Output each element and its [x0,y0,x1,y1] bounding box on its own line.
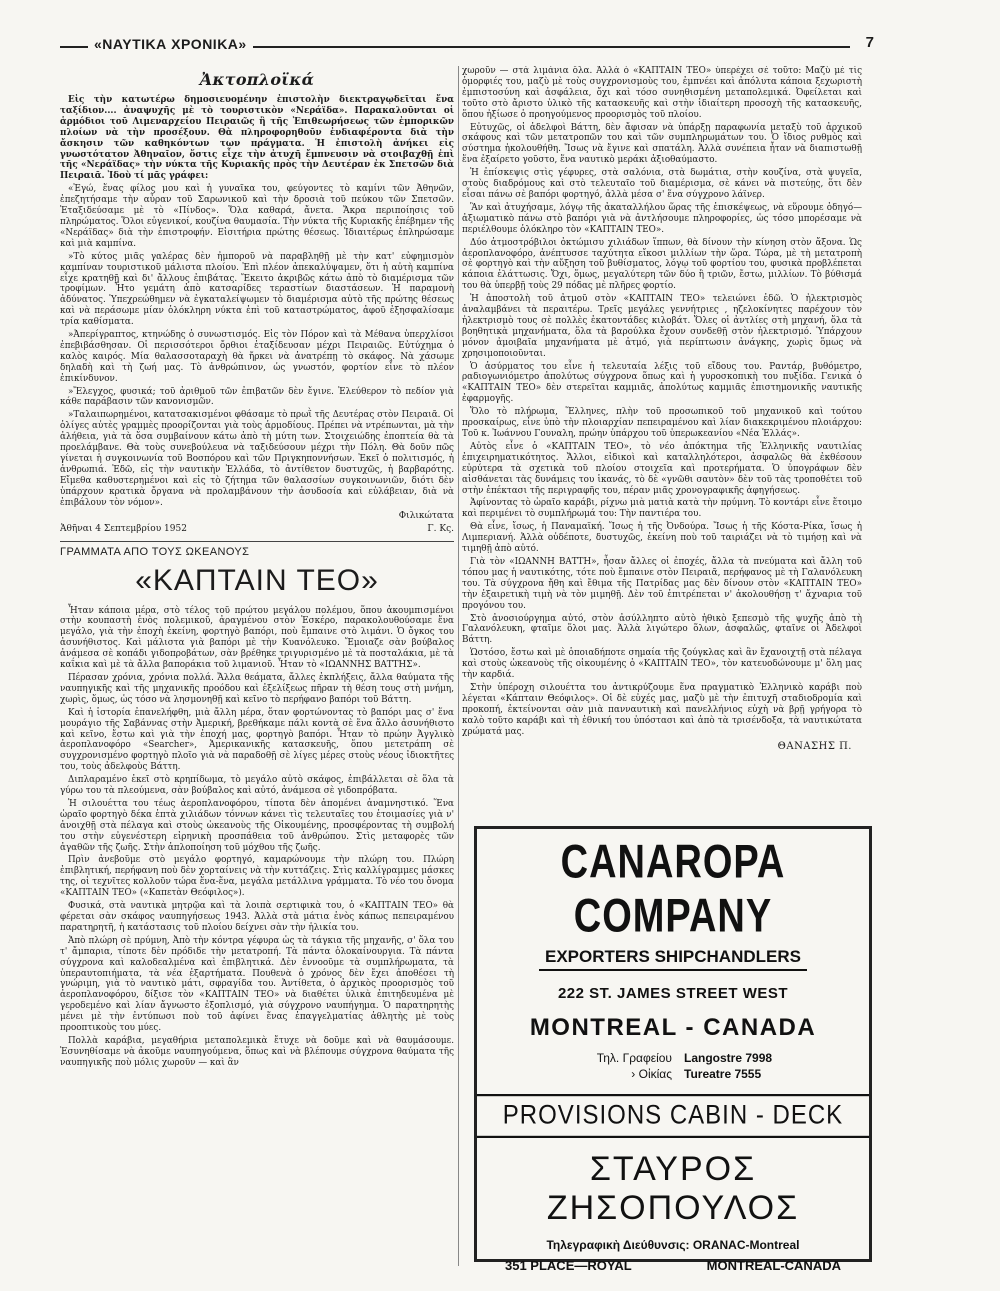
ad-phone-home: Tureatre 7555 [684,1067,762,1081]
article-paragraph: Ἡ ἐπίσκεψις στὶς γέφυρες, στὰ σαλόνια, στὰ δωμάτια, στὴν κουζίνα, στὰ ψυγεῖα, στοὺς διαδρόμους καὶ στὸ τελευταῖο τοῦ διαμέρισμα, σὲ κάνει νὰ πιστεύῃς, ὅτι δὲν εἶσαι πάνω σὲ βαπόρι φορτηγό, ἀλλὰ μέσα σ' ἕνα σύγχρονο λάϊνερ. [462,168,862,200]
section-title-aktoploika: Ἀκτοπλοϊκά [199,70,315,89]
signature: Γ. Κς. [427,523,454,534]
article-paragraph: Αὐτὸς εἶνε ὁ «ΚΑΠΤΑΙΝ ΤΕΟ», τὸ νέο ἀπόκτημα τῆς Ἑλληνικῆς ναυτιλίας ἐπιχειρηματικότητος. Ἄλλοι, εἰδικοὶ καὶ καταλληλότεροι, ἀσφαλῶς θὰ ἐκθέσουν εὐρύτερα τὰ σχετικὰ τοῦ πλοίου στοιχεῖα καὶ προτερήματα. Ὁ ὑπογράφων δὲν αἰσθάνεται τὰς δυνάμεις του ἱκανάς, τὸ δὲ «γνῶθι σαυτὸν» δὲν τοῦ τὰς τροποθέτει τοῦ στὴν ἐπέκτασι τῆς περιγραφῆς του, πέραν μιᾶς χρονογραφικῆς ἀφηγήσεως. [462,441,862,496]
ad-telegraph-address: Τηλεγραφικὴ Διεύθυνσις: ORANAC-Montreal [546,1238,800,1252]
ad-address-right: MONTREAL-CANADA [706,1258,841,1273]
article-paragraph: Πέρασαν χρόνια, χρόνια πολλά. Ἄλλα θεάματα, ἄλλες ἐκπλήξεις, ἄλλα θαύματα τῆς ναυπηγικῆς καὶ τῆς μηχανικῆς προόδου καὶ ἐξελίξεως πῆραν τὴ θέση τους στὴ μνήμη, χωρὶς, ὅμως, ὡς τόσο νὰ λησμονηθῇ καὶ κεῖνο τὸ περήφανο βαπόρι τοῦ Βάττη. [60,672,454,705]
section-divider [60,541,454,542]
article-paragraph: Πρὶν ἀνεβοῦμε στὸ μεγάλο φορτηγό, καμαρώνουμε τὴν πλώρη του. Πλώρη ἐπιβλητική, περήφανη ποὺ δὲν χορταίνεις νὰ τὴν κυττάζεις. Στὶς καλλίγραμμες μάσκες της, οἱ τεχνῖτες κολλοῦν τώρα ἕνα-ἕνα, μεγάλα μετάλλινα γράμματα. Τὸ νέο του ὄνομα «ΚΑΠΤΑΙΝ ΤΕΟ» («Καπετὰν Θεόφιλος»). [60,855,454,899]
article-kicker: ΓΡΑΜΜΑΤΑ ΑΠΟ ΤΟΥΣ ΩΚΕΑΝΟΥΣ [60,545,250,558]
right-column [462,66,862,811]
magazine-title: «ΝΑΥΤΙΚΑ ΧΡΟΝΙΚΑ» [88,36,253,52]
article-paragraph: Ὁ ἀσύρματος του εἶνε ἡ τελευταία λέξις τοῦ εἴδους του. Ραντάρ, βυθόμετρο, ραδιογωνιόμετρο ἀπολύτως σύγχρονα ὅπως καὶ ἡ γυροσκοπικὴ του πυξίδα. Γενικὰ ὁ «ΚΑΠΤΑΙΝ ΤΕΟ» δὲν στερεῖται καμμιᾶς, ἀπολύτως καμμιᾶς ἐπιστημονικῆς ναυτικῆς ἐφαρμογῆς. [462,361,862,405]
article-paragraph: Ἡ ἀποστολὴ τοῦ ἀτμοῦ στὸν «ΚΑΠΤΑΙΝ ΤΕΟ» τελειώνει ἐδῶ. Ὁ ἠλεκτρισμὸς ἀναλαμβάνει τὰ περαιτέρω. Τρεῖς μεγάλες γεννήτριες ‚ ηζελοκίνητες παρέχουν τὸν ἠλεκτρισμὸ τους σὲ πολλὲς ἑκατοντάδες κιλοβάτ. Ὅλες οἱ ἀντλίες στὴ μηχανή, ὅλα τὰ βοηθητικὰ μηχανήματα, ὅλα τὰ βαρούλκα ἔχουν συνδεθῇ στὸν ἠλεκτρισμό. Ὑπάρχουν μόνον ἀμοιβαῖα μηχανήματα μὲ ἀτμό, γιὰ περίπτωσιν ἀνάγκης, χωρὶς ὅμως νὰ χρησιμοποιοῦνται. [462,294,862,359]
article-paragraph: Διπλαραμένο ἐκεῖ στὸ κρηπίδωμα, τὸ μεγάλο αὐτὸ σκάφος, ἐπιβάλλεται σὲ ὅλα τὰ γύρω του τὰ πλεούμενα, σὰν βούβαλος καὶ αὐτό, ἀνάμεσα σὲ γιδοπρόβατα. [60,775,454,797]
article-paragraph: Στὸ ἀνοσιούργημα αὐτό, στὸν ἀσύλληπτο αὐτὸ ἠθικὸ ξεπεσμὸ τῆς ψυχῆς ἀπὸ τὴ Γαλανόλευκη, φταῖμε ὅλοι μας. Ἀλλὰ λιγώτερο ὅλων, ἀσφαλῶς, φταῖνε οἱ Ἀδελφοὶ Βάττη. [462,613,862,646]
ad-business-line: EXPORTERS SHIPCHANDLERS [539,947,807,971]
ad-provisions: PROVISIONS CABIN - DECK [477,1094,869,1138]
article-paragraph: Θὰ εἶνε, ἴσως, ἡ Παναμαϊκή. Ἴσως ἡ τῆς Ὀνδούρα. Ἴσως ἡ τῆς Κόστα-Ρίκα, ἴσως ἡ Λιμπεριανή. Ἀλλὰ οὐδέποτε, δυστυχῶς, ἐκείνη ποὺ τοῦ ταιριάζει νὰ τὸ τιμήσῃ καὶ νὰ τιμηθῇ ἀπὸ αὐτό. [462,522,862,555]
left-column [60,66,454,1271]
article-paragraph: Ὅλο τὸ πλήρωμα, Ἕλληνες, πλὴν τοῦ προσωπικοῦ τοῦ μηχανικοῦ καὶ τούτου προσκαίρως, εἶνε ὑπὸ τὴν πλοιαρχίαν πεπειραμένου καὶ λίαν διακεκριμένου πλοιάρχου: Τοῦ κ. Ἰωάννου Γουναλη, πρώην ὑπάρχου τοῦ ὑπερωκεανίου «Νέα Ἑλλάς». [462,407,862,439]
advertisement-canaropa [474,826,872,1273]
article-paragraph: Ἀφίνοντας τὸ ὡραῖο καράβι, ρίχνω μιὰ ματιὰ κατὰ τὴν πρύμνη. Τὸ κοντάρι εἶνε ἕτοιμο καὶ περιμένει τὸ συμπλήρωμά του: Τὴν παντιέρα του. [462,498,862,520]
place-date: Ἀθῆναι 4 Σεπτεμβρίου 1952 [60,523,187,534]
article-paragraph: Ἡ σιλουέττα του τέως ἀεροπλανοφόρου, τίποτα δὲν ἀπομένει ἀναμνηστικό. Ἕνα ὡραῖο φορτηγὸ δέκα ἑπτὰ χιλιάδων τόννων κάνει τὶς τελευταῖες του ἑτοιμασίες γιὰ ν' ἀνοιχθῇ στὰ πέλαγα καὶ στοὺς ὠκεανοὺς τῆς Οἰκουμένης, προσφέροντας τὴ συμβολή του στὴν εὐγενέστερη εἰρηνικὴ προσπάθεια τοῦ ἀνθρώπου. Στὶς μεταφορὲς τῶν ἀγαθῶν τῆς ζωῆς. Στὴν ἀπλοποίηση τοῦ μόχθου τῆς ζωῆς. [60,798,454,853]
article-paragraph: Εὐτυχῶς, οἱ ἀδελφοὶ Βάττη, δὲν ἄφισαν νὰ ὑπάρξῃ παραφωνία μεταξὺ τοῦ ἀρχικοῦ σκάφους καὶ τῶν μετατροπῶν του καὶ τῶν συμπληρωμάτων του. Ὁ ἴδιος ρυθμὸς καὶ σύστημα ἠκολουθήθη. Ἴσως νὰ ἔγινε καὶ σπατάλη. Ἀλλὰ συνέπεια ἦταν νὰ διαπιστωθῇ ἕνα ἐξαίρετο γοῦστο, ἕνα ναυτικὸ μεράκι ἀξιοθαύμαστο. [462,122,862,166]
article-paragraph: Ἦταν κάποια μέρα, στὸ τέλος τοῦ πρώτου μεγάλου πολέμου, ὅπου ἀκουμπισμένοι στὴν κουπαστὴ ἐνὸς πολεμικοῦ, ἀραγμένου στὸν Ἐσκέρο, παρακολουθούσαμε ἕνα μεγάλο, γιὰ τὴν ἐποχὴ ἐκείνη, φορτηγὸ βαπόρι, ποὺ ἔμπαινε στὸ λιμάνι. Ὁ ὄγκος του ἀσυνήθιστος. Καὶ μάλιστα γιὰ βαπόρι μὲ τὴν Κυανόλευκο. Ἔμοιαζε σὰν βούβαλος ἀνάμεσα σὲ κοπάδι γιδοπροβάτων, σὰν βρέθηκε τριγυρισμένο μὲ τὰ ποσταλάκια, μὲ τὰ καΐκια καὶ μὲ τὰ ἄλλα βαποράκια τοῦ λιμανιοῦ. Ἦταν τὸ «ΙΩΑΝΝΗΣ ΒΑΤΤΗΣ». [60,605,454,671]
closing-word: Φιλικώτατα [398,510,454,521]
letter-paragraph: »Ἀπερίγραπτος, κτηνώδης ὁ συνωστισμός. Εἰς τὸν Πόρον καὶ τὰ Μέθανα ὑπερχλίσοι ἐπεβιβάσθησαν. Οἱ περισσότεροι ὄρθιοι ἐταξίδευσαν μέχρι Πειραιῶς. Εὐτύχημα ὁ καλὸς καιρός. Μία θαλασσοταραχὴ θὰ ἤρκει νὰ ἀνατρέπῃ τὸ σκάφος. Νὰ χάσωμε δηλαδὴ καὶ τὴ ζωή μας. Τὸ ἀνθρώπινον, ὡς γνωστόν, φορτίον εἶνε τὸ πλέον ἐπικίνδυνον. [60,330,454,384]
page-number: 7 [862,34,878,51]
ad-phone-office-label: Τηλ. Γραφείου [596,1051,672,1065]
letter-paragraph: «Ἐγώ, ἕνας φίλος μου καὶ ἡ γυναῖκα του, φεύγοντες τὸ καμίνι τῶν Ἀθηνῶν, ἐπεζητήσαμε τὴν αὖραν τοῦ Σαρωνικοῦ καὶ τὴν δροσιὰ τοῦ πεύκου τῶν Σπετσῶν. Ἐταξιδεύσαμε μὲ τὸ «Πίνδος». Ὅλα καθαρά, ἄνετα. Ἄκρα περιποίησις τοῦ πληρώματος. Ὅλοι εὐγενικοί, κουζίνα θαυμασία. Τὴν νύκτα τῆς Κυριακῆς ἐπέβημεν τῆς «Νεράϊδας» διὰ τὴν ἐπιστροφήν. Εἰσιτήρια πρώτης θέσεως. Ἰδιαιτέρως ἐπληρώσαμε καὶ μιὰ καμπίνα. [60,184,454,249]
article-paragraph: Γιὰ τὸν «ΙΩΑΝΝΗ ΒΑΤΤΗ», ἦσαν ἄλλες οἱ ἐποχές, ἄλλα τὰ πνεύματα καὶ ἄλλη τοῦ τόπου μας ἡ ναυτικότης, τότε ποὺ ἔμπαινε στὸν Πειραιᾶ, περήφανος μὲ τὴ Γαλανόλευκη του. Τὰ σύγχρονα ἤθη καὶ ἔθιμα τῆς Πατρίδας μας δὲν δίνουν στὸν «ΚΑΠΤΑΙΝ ΤΕΟ» τὴν ἐξαιρετικὴ τιμὴ νὰ τὸν μιμηθῇ. Δὲν τοῦ ἐπιτρέπεται ν' ἀκολουθήσῃ τ' ἄχναρια τοῦ προγόνου του. [462,556,862,611]
article-paragraph: χωροῦν — στὰ λιμάνια ὅλα. Ἀλλὰ ὁ «ΚΑΠΤΑΙΝ ΤΕΟ» ὑπερέχει σὲ τοῦτο: Μαζὺ μὲ τὶς ὀμορφιές του, μαζὺ μὲ τοὺς συγχρονισμοὺς του, ἐμπνέει καὶ ἀπόλυτα κάποια ξεχωριστὴ ἐμπιστοσύνη καὶ ἀσφάλεια, ὄχι καὶ τόσο συνηθισμένη μεταπολεμικά. Ὀφείλεται καὶ τοῦτο στὸ ἄριστο ὑλικὸ τῆς κατασκευῆς καὶ στὴν ἰδιαίτερη προσοχὴ τῆς κατασκευῆς, ὅπου ἠξίωσε ὁ προηγούμενος προορισμὸς τοῦ πλοίου. [462,66,862,120]
article-paragraph: Δύο ἀτμοστρόβιλοι ὀκτώμισυ χιλιάδων ἵππων, θὰ δίνουν τὴν κίνηση στὸν ἄξονα. Ὡς ἀεροπλανοφόρο, ἀνέπτυσσε ταχύτητα εἴκοσι μιλλίων τὴν ὥρα. Τώρα, μὲ τὴ μετατροπὴ σὲ φορτηγὸ καὶ τὴν αὔξηση τοῦ βυθίσματος, λόγῳ τοῦ φορτίου του, φυσικὰ προβλέπεται κάποια ἐλάττωσις. Ὄχι, ὅμως, μεγαλύτερη τῶν δύο ἢ τριῶν, ἔστω, μιλλίων. Τὸ βύθισμά του θὰ ὑπερβῇ τοὺς 29 πόδας μὲ πλῆρες φορτίο. [462,237,862,292]
ad-phone-office: Langostre 7998 [684,1051,773,1065]
letter-signature-line [60,524,454,535]
article-paragraph: Ἂν καὶ ἀτυχήσαμε, λόγῳ τῆς ἀκαταλλήλου ὥρας τῆς ἐπισκέψεως, νὰ εὕρουμε ὁδηγό—ἀξιωματικὸ πάνω στὸ βαπόρι γιὰ νὰ ἀντλήσουμε πληροφορίες, ὡς τόσο μπορέσαμε νὰ περιέλθουμε ὁλόκληρο τὸν «ΚΑΠΤΑΙΝ ΤΕΟ». [462,202,862,235]
article-paragraph: Καὶ ἡ ἱστορία ἐπανελήφθη, μιὰ ἄλλη μέρα, ὅταν φορτώνοντας τὸ βαπόρι μας σ' ἕνα μουράγιο τῆς Σαβάννας στὴν Ἀμερική, βρεθήκαμε πάλι κοντὰ σὲ ἕνα ἄλλο ἀσυνήθιστο καὶ κεῖνο, ἔστω καὶ γιὰ τὴν ἐποχή μας, φορτηγὸ βαπόρι. Ἦταν τὸ πρώην Ἀγγλικὸ ἀεροπλανοφόρο «Searcher», Ἀμερικανικῆς κατασκευῆς, ὅπου μετετράπη σὲ συγχρονισμένο φορτηγὸ πλοῖο γιὰ νὰ παραδοθῇ σὲ λίγες μέρες στοὺς νέους ἰδιοκτῆτες του, τοὺς ἀδελφοὺς Βάττη. [60,707,454,773]
article-paragraph: Ἀπὸ πλώρη σὲ πρύμνη, Ἀπὸ τὴν κόντρα γέφυρα ὡς τὰ τάγκια τῆς μηχανῆς, σ' ὅλα του τ' ἄμπαρια, τίποτε δὲν πρόδιδε τὴν μετατροπή. Τὰ πάντα ὁλοκαίνουργια. Τὰ πάντα σύγχρονα καὶ καλοδεαλμένα καὶ ἐπιβλητικά. Δὲν ἐννοοῦμε τὰ συμπλήρωματα, τὰ ὑπεραυτοπιήματα, τὰ νέα ἐξαρτήματα. Πουθενὰ ὁ χρόνος δὲν ἔχει ἀποθέσει τὴ γνώριμη, γιὰ τὸ ναυτικὸ μάτι, σφραγίδα του. Ἀντίθετα, ὁ ἀρχικὸς προορισμὸς τοῦ ἀεροπλανοφόρου, δίξισε τὸν «ΚΑΠΤΑΙΝ ΤΕΟ» νὰ διαθέτει ὑλικὰ ἐπιτηδευμένα μὲ γεροδεμένο καὶ λίαν ἄγνωστο ἐξοπλισμό, γιὰ σύγχρονο ναυπήγημα. Ὁ παρατηρητὴς μένει μὲ τὴν ἐντύπωσι ποὺ τοῦ ἀφίνει ἕνας ἐπαγγελματίας ἀθλητὴς μὲ τοὺς προοπτικοὺς του μύες. [60,935,454,1034]
ad-street-address: 222 ST. JAMES STREET WEST [557,985,789,1002]
ad-owner-name: ΣΤΑΥΡΟΣ ΖΗΣΟΠΟΥΛΟΣ [546,1150,800,1227]
letter-closing [60,511,454,522]
article-paragraph: Στὴν ὑπέροχη σιλουέττα του ἀντικρύζουμε ἕνα πραγματικὸ Ἑλληνικὸ καράβι ποὺ λέγεται «Κάπταιν Θεόφιλος». Οἱ δὲ εὐχές μας, μαζὺ μὲ τὴν ἐπιτυχῆ σταδιοδρομία καὶ προκοπή, ἐκτείνονται σὰν μιὰ πανναυτικὴ καὶ πανελλήνιος εὐχὴ νὰ βρῇ γρήγορα τὸ καλὸ τοῦτο καράβι καὶ τὴ ἐθνική του ὑπόστασι καὶ ἀπὸ τὰ τρισένδοξα, τὰ ναυτικώτατα χρώματά μας. [462,682,862,737]
letter-paragraph: »Ἔλεγχος, φυσικά; τοῦ ἀριθμοῦ τῶν ἐπιβατῶν δὲν ἔγινε. Ἐλεύθερον τὸ πεδίον γιὰ κάθε παράβασιν τῶν κανονισμῶν. [60,386,454,408]
article-headline: «ΚΑΠΤΑΙΝ ΤΕΟ» [135,563,379,597]
article-paragraph: Φυσικά, στὰ ναυτικὰ μητρῷα καὶ τὰ λοιπὰ σερτιφικὰ του, ὁ «ΚΑΠΤΑΙΝ ΤΕΟ» θὰ φέρεται σὰν σκάφος ναυπηγήσεως 1943. Ἀλλὰ στὰ μάτια ἑνὸς κάπως πεπειραμένου παρατηρητῆ, ἡ κατάστασις τοῦ πλοίου δείχνει σὰν τὴν ἡλικία του. [60,901,454,933]
article-paragraph: Ὡστόσο, ἔστω καὶ μὲ ὁποιαδήποτε σημαία τῆς ζούγκλας καὶ ἂν ἔχανοιχτῇ στὰ πέλαγα καὶ στοὺς ὠκεανοὺς τῆς οἰκουμένης ὁ «ΚΑΠΤΑΙΝ ΤΕΟ», τὸν κατευοδώνουμε μ' ὅλη μας τὴν καρδιά. [462,648,862,681]
ad-phone-home-label: › Οἰκίας [631,1067,672,1081]
ad-second-address [505,1258,841,1273]
article-paragraph: Πολλὰ καράβια, μεγαθήρια μεταπολεμικὰ ἔτυχε νὰ δοῦμε καὶ νὰ θαυμάσουμε. Ἐσυνηθίσαμε νὰ ἀκοῦμε ναυπηγούμενα, ὅπως καὶ νὰ βλέπουμε σύγχρονα θαύματα τῆς ναυπηγικῆς ποὺ μόλις χωροῦν — καὶ ἂν [60,1035,454,1068]
article-author: ΘΑΝΑΣΗΣ Π. [777,741,852,753]
ad-company-name: CANAROPA COMPANY [560,836,786,943]
ad-address-left: 351 PLACE—ROYAL [505,1258,632,1273]
page-header [60,34,874,56]
editor-intro: Εἰς τὴν κατωτέρω δημοσιευομένην ἐπιστολὴν διεκτραγῳδεῖται ἕνα ταξίδιον.... ἀναψυχῆς μὲ τὸ τουριστικὸν «Νεράϊδα». Παρακαλοῦνται οἱ ἁρμόδιοι τοῦ Λιμεναρχείου Πειραιῶς ἢ τῆς Ἐπιθεωρήσεως τῶν ἐμπορικῶν πλοίων νὰ τὴν προσέξουν. Θὰ πληροφορηθοῦν ἐνδιαφέροντα διὰ τὴν ἄσκησιν τῶν καθηκόντων των πράγματα. Ἡ ἐπιστολὴ ἀνήκει εἰς γνωστότατον Ἀθηναῖον, ὅστις εἶχε τὴν ἀτυχῆ ἔμπνευσιν νὰ στοιβαχθῇ ἐπὶ τῆς «Νεράϊδας» τὴν νύκτα τῆς Κυριακῆς πρὸς τὴν Δευτέραν ἐκ Σπετσῶν διὰ Πειραιᾶ. Ἰδοὺ τί μᾶς γράφει: [60,95,454,182]
ad-city: MONTREAL - CANADA [529,1014,817,1041]
letter-paragraph: »Ταλαιπωρημένοι, κατατσακισμένοι φθάσαμε τὸ πρωῒ τῆς Δευτέρας στὸν Πειραιᾶ. Οἱ ὀλίγες αὐτὲς γραμμὲς προορίζονται γιὰ τοὺς ἁρμοδίους. Πρέπει νὰ ντρέπωνται, μὰ τὴν ἀλήθεια, γιὰ τὰ ὅσα συμβαίνουν κάτω ἀπὸ τὴ μύτη των. Στοιχειώδης ἐποπτεία θὰ τὰ προελάμβανε. Θὰ τοὺς συνεβούλευα νὰ ταξιδεύσουν μέχρι τὴν Πόλη. Θὰ δοῦν πῶς γίνεται ἡ συγκοινωνία τοῦ Βοσπόρου καὶ τῶν Πριγκηποννήσων. Ἐκεῖ ὁ πολιτισμός, ἡ ἀνθρωπιά. Ἐδῶ, εἰς τὴν ναυτικὴν Ἑλλάδα, τὸ ἀντίθετον δυστυχῶς, ἡ βαρβαρότης. Εἴμεθα καθυστερημένοι καὶ εἰς τὸ ζήτημα τῶν θαλασσίων συγκοινωνιῶν, διότι δὲν ὑπάρχουν κρατικὰ ὄργανα νὰ προλαμβάνουν τὴν ἀσυδοσία καὶ εὐλάβειαν, διὰ νὰ ἐπιβάλουν τὸν νόμον». [60,410,454,508]
letter-paragraph: »Τὸ κύτος μιᾶς γαλέρας δὲν ἠμποροῦ νὰ παραβληθῇ μὲ τὴν κατ' εὐφημισμὸν καμπίναν τουριστικοῦ μάλιστα πλοίου. Ἐπὶ πλέον ἀπεκαλύψαμεν, ὅτι ἡ αὐτὴ καμπίνα εἶχε κρατηθῇ καὶ δι' ἄλλους ἐπιβάτας. Ἔκειτο ἀκριβῶς κάτω ἀπὸ τὸ διαμέρισμα τῶν τροφίμων. Ἦτο γεμάτη ἀπὸ κατσαρίδες τεραστίων διαστάσεων. Ἡ παραμονὴ ἀδύνατος. Ὑπεχρεώθημεν νὰ ἐγκαταλείψωμεν τὸ διαμέρισμα αὐτὸ τῆς πρώτης θέσεως καὶ νὰ περάσωμε μίαν ὁλόκληρη νύκτα ἐπὶ τοῦ καταστρώματος, ἀφοῦ ἐξησφαλίσαμε τρία καθίσματα. [60,251,454,328]
ad-phones [477,1050,869,1082]
column-rule [458,66,459,1266]
